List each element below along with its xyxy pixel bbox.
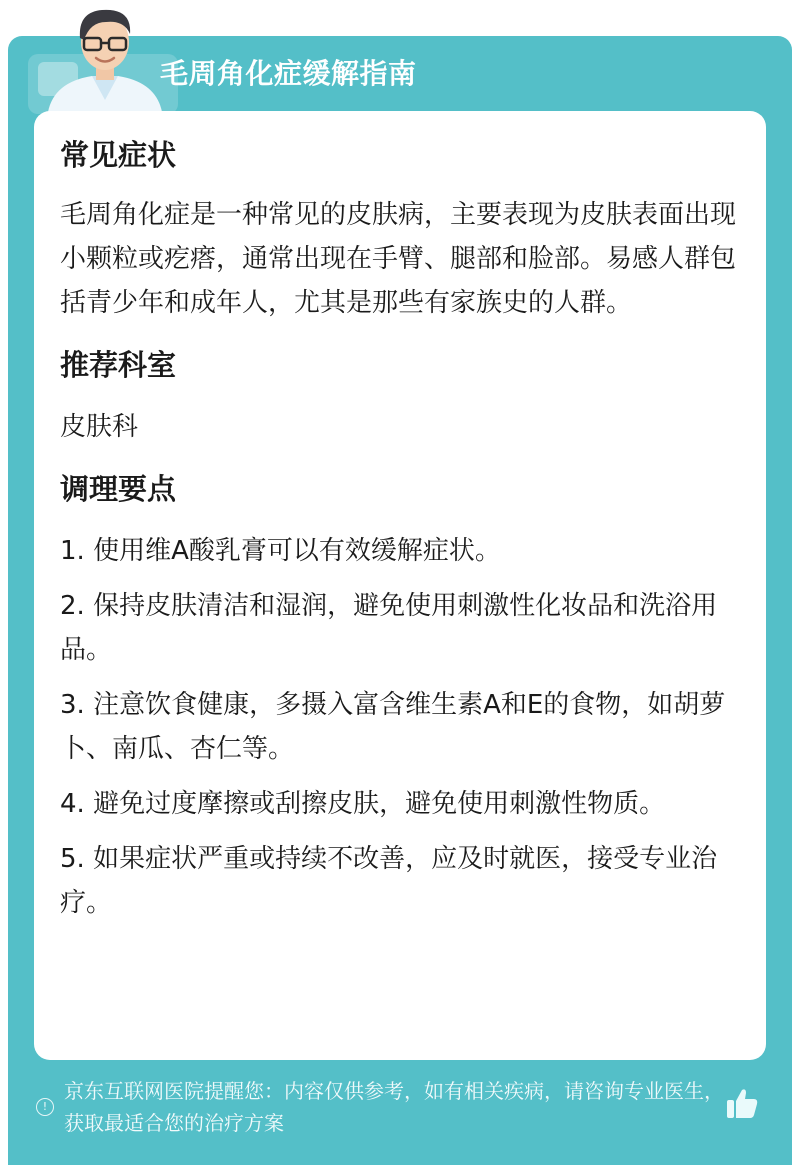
content-card xyxy=(34,111,766,1060)
care-tips-list xyxy=(60,529,740,925)
care-title: 调理要点 xyxy=(60,472,177,506)
department-title: 推荐科室 xyxy=(60,348,177,382)
care-tip-item: 1. 使用维A酸乳膏可以有效缓解症状。 xyxy=(60,536,501,566)
symptoms-text: 毛周角化症是一种常见的皮肤病，主要表现为皮肤表面出现小颗粒或疙瘩，通常出现在手臂、腿部和脸部。易感人群包括青少年和成年人，尤其是那些有家族史的人群。 xyxy=(60,200,737,318)
thumbs-up-icon[interactable] xyxy=(723,1084,761,1122)
department-text: 皮肤科 xyxy=(60,412,139,442)
care-tip-item: 5. 如果症状严重或持续不改善，应及时就医，接受专业治疗。 xyxy=(60,844,718,918)
doctor-avatar-icon xyxy=(40,0,170,112)
footer-disclaimer xyxy=(36,1075,726,1139)
care-tip-item: 4. 避免过度摩擦或刮擦皮肤，避免使用刺激性物质。 xyxy=(60,789,666,819)
disclaimer-text: 京东互联网医院提醒您：内容仅供参考，如有相关疾病，请咨询专业医生，获取最适合您的治疗方案 xyxy=(64,1079,724,1135)
info-icon: ! xyxy=(36,1098,54,1116)
care-tip-item: 3. 注意饮食健康，多摄入富含维生素A和E的食物，如胡萝卜、南瓜、杏仁等。 xyxy=(60,690,726,764)
symptoms-title: 常见症状 xyxy=(60,138,177,172)
page-title: 毛周角化症缓解指南 xyxy=(160,57,417,90)
care-tip-item: 2. 保持皮肤清洁和湿润，避免使用刺激性化妆品和洗浴用品。 xyxy=(60,591,718,665)
